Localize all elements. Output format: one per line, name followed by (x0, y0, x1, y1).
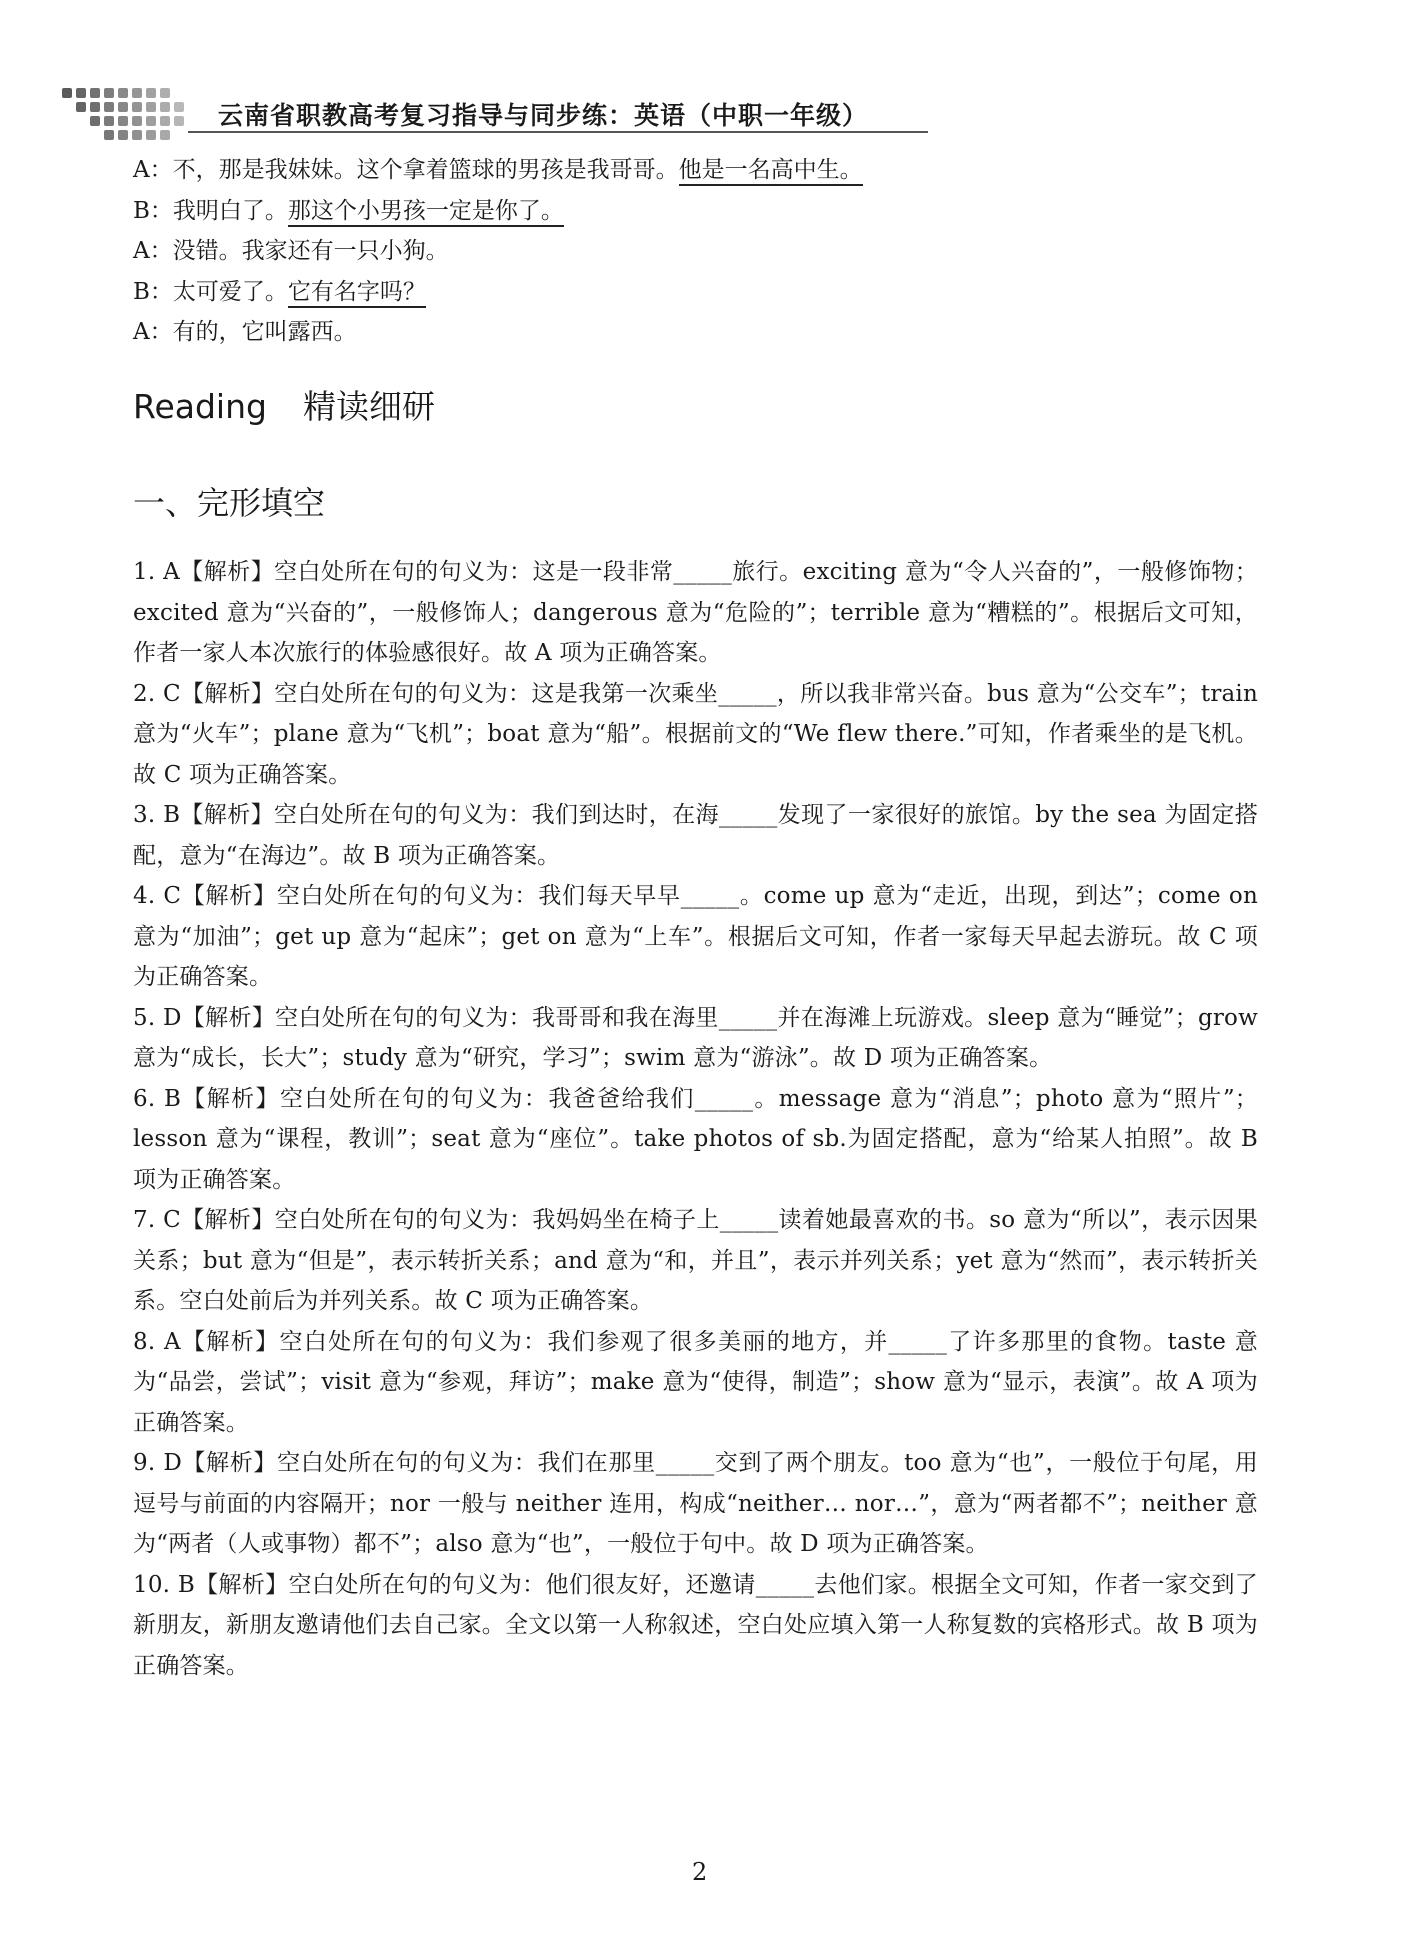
dialogue-text: 没错。我家还有一只小狗。 (172, 238, 449, 264)
answer-item: 10. B【解析】空白处所在句的句义为：他们很友好，还邀请_____去他们家。根据全文可知，作者一家交到了新朋友，新朋友邀请他们去自己家。全文以第一人称叙述，空白处应填入第一人称复数的宾格形式。故 B 项为正确答案。 (133, 1571, 1258, 1679)
dot-grid-cell (76, 102, 86, 112)
answer-item: 3. B【解析】空白处所在句的句义为：我们到达时，在海_____发现了一家很好的旅馆。by the sea 为固定搭配，意为“在海边”。故 B 项为正确答案。 (133, 802, 1258, 869)
dot-grid-cell (90, 116, 100, 126)
dialogue-text: 太可爱了。 (172, 278, 288, 305)
dot-grid-cell (90, 88, 100, 98)
dialogue-text: 不，那是我妹妹。这个拿着篮球的男孩是我哥哥。 (172, 157, 679, 183)
dot-grid-cell (104, 130, 114, 140)
answer-item: 9. D【解析】空白处所在句的句义为：我们在那里_____交到了两个朋友。too 意为“也”，一般位于句尾，用逗号与前面的内容隔开；nor 一般与 neither 连用，构成“neither… nor…”，意为“两者都不”；neither 意为“两者（人或事物）都不”；also 意为“也”，一般位于句中。故 D 项为正确答案。 (133, 1450, 1258, 1557)
running-header-title: 云南省职教高考复习指导与同步练：英语（中职一年级） (218, 101, 869, 130)
dot-grid-cell (146, 130, 156, 140)
dot-grid-cell (132, 116, 142, 126)
dot-grid-cell (62, 88, 72, 98)
section-heading-cn: 精读细研 (302, 387, 435, 426)
section-heading-reading (133, 381, 435, 428)
speaker-label: B： (133, 278, 173, 305)
dot-grid-cell (104, 88, 114, 98)
answer-item: 4. C【解析】空白处所在句的句义为：我们每天早早_____。come up 意为“走近，出现，到达”；come on 意为“加油”；get up 意为“起床”；get on 意为“上车”。根据后文可知，作者一家每天早起去游玩。故 C 项为正确答案。 (133, 883, 1258, 990)
dot-grid-cell (132, 102, 142, 112)
underlined-text: 它有名字吗？ (288, 279, 426, 308)
dot-grid-cell (146, 116, 156, 126)
header-rule (188, 131, 928, 133)
dot-grid-cell (118, 102, 128, 112)
dot-grid-cell (104, 102, 114, 112)
dot-grid-cell (118, 88, 128, 98)
answer-item: 6. B【解析】空白处所在句的句义为：我爸爸给我们_____。message 意为“消息”；photo 意为“照片”；lesson 意为“课程，教训”；seat 意为“座位”。take photos of sb.为固定搭配，意为“给某人拍照”。故 B 项为正确答案。 (133, 1085, 1258, 1193)
dialogue-line (133, 191, 863, 232)
speaker-label: B： (133, 197, 173, 224)
dialogue-line (133, 312, 863, 353)
page-number: 2 (692, 1858, 708, 1886)
speaker-label: A： (133, 238, 173, 264)
dot-grid-cell (132, 88, 142, 98)
dialogue-line (133, 150, 863, 191)
dot-grid-cell (160, 102, 170, 112)
dialogue-translation (133, 150, 863, 353)
answer-item: 8. A【解析】空白处所在句的句义为：我们参观了很多美丽的地方，并_____了许多那里的食物。taste 意为“品尝，尝试”；visit 意为“参观，拜访”；make 意为“使得，制造”；show 意为“显示，表演”。故 A 项为正确答案。 (133, 1328, 1258, 1436)
dot-grid-cell (160, 116, 170, 126)
dot-grid-cell (76, 88, 86, 98)
dot-grid-cell (132, 130, 142, 140)
answer-item: 5. D【解析】空白处所在句的句义为：我哥哥和我在海里_____并在海滩上玩游戏。sleep 意为“睡觉”；grow 意为“成长，长大”；study 意为“研究，学习”；swim 意为“游泳”。故 D 项为正确答案。 (133, 1004, 1258, 1071)
underlined-text: 他是一名高中生。 (679, 157, 863, 186)
dialogue-line (133, 231, 863, 272)
dialogue-line (133, 272, 863, 313)
answer-item: 2. C【解析】空白处所在句的句义为：这是我第一次乘坐_____，所以我非常兴奋。bus 意为“公交车”；train 意为“火车”；plane 意为“飞机”；boat 意为“船”。根据前文的“We flew there.”可知，作者乘坐的是飞机。故 C 项为正确答案。 (133, 680, 1258, 788)
dot-grid-cell (90, 102, 100, 112)
speaker-label: A： (133, 319, 173, 345)
dot-grid-icon (62, 88, 182, 140)
dot-grid-cell (160, 88, 170, 98)
dialogue-text: 我明白了。 (172, 197, 288, 224)
dot-grid-cell (118, 130, 128, 140)
answer-explanations (133, 552, 1258, 1686)
speaker-label: A： (133, 157, 173, 183)
answer-item: 1. A【解析】空白处所在句的句义为：这是一段非常_____旅行。exciting 意为“令人兴奋的”，一般修饰物；excited 意为“兴奋的”，一般修饰人；dangerous 意为“危险的”；terrible 意为“糟糕的”。根据后文可知，作者一家人本次旅行的体验感很好。故 A 项为正确答案。 (133, 559, 1258, 666)
dot-grid-cell (104, 116, 114, 126)
dot-grid-cell (160, 130, 170, 140)
dot-grid-cell (146, 102, 156, 112)
dot-grid-cell (174, 116, 184, 126)
section-heading-cloze: 一、完形填空 (133, 484, 326, 522)
dialogue-text: 有的，它叫露西。 (172, 319, 357, 345)
dot-grid-cell (174, 102, 184, 112)
section-heading-en: Reading (133, 387, 267, 426)
answer-item: 7. C【解析】空白处所在句的句义为：我妈妈坐在椅子上_____读着她最喜欢的书。so 意为“所以”，表示因果关系；but 意为“但是”，表示转折关系；and 意为“和，并且”，表示并列关系；yet 意为“然而”，表示转折关系。空白处前后为并列关系。故 C 项为正确答案。 (133, 1207, 1258, 1314)
dot-grid-cell (146, 88, 156, 98)
dot-grid-cell (118, 116, 128, 126)
underlined-text: 那这个小男孩一定是你了。 (288, 198, 564, 227)
